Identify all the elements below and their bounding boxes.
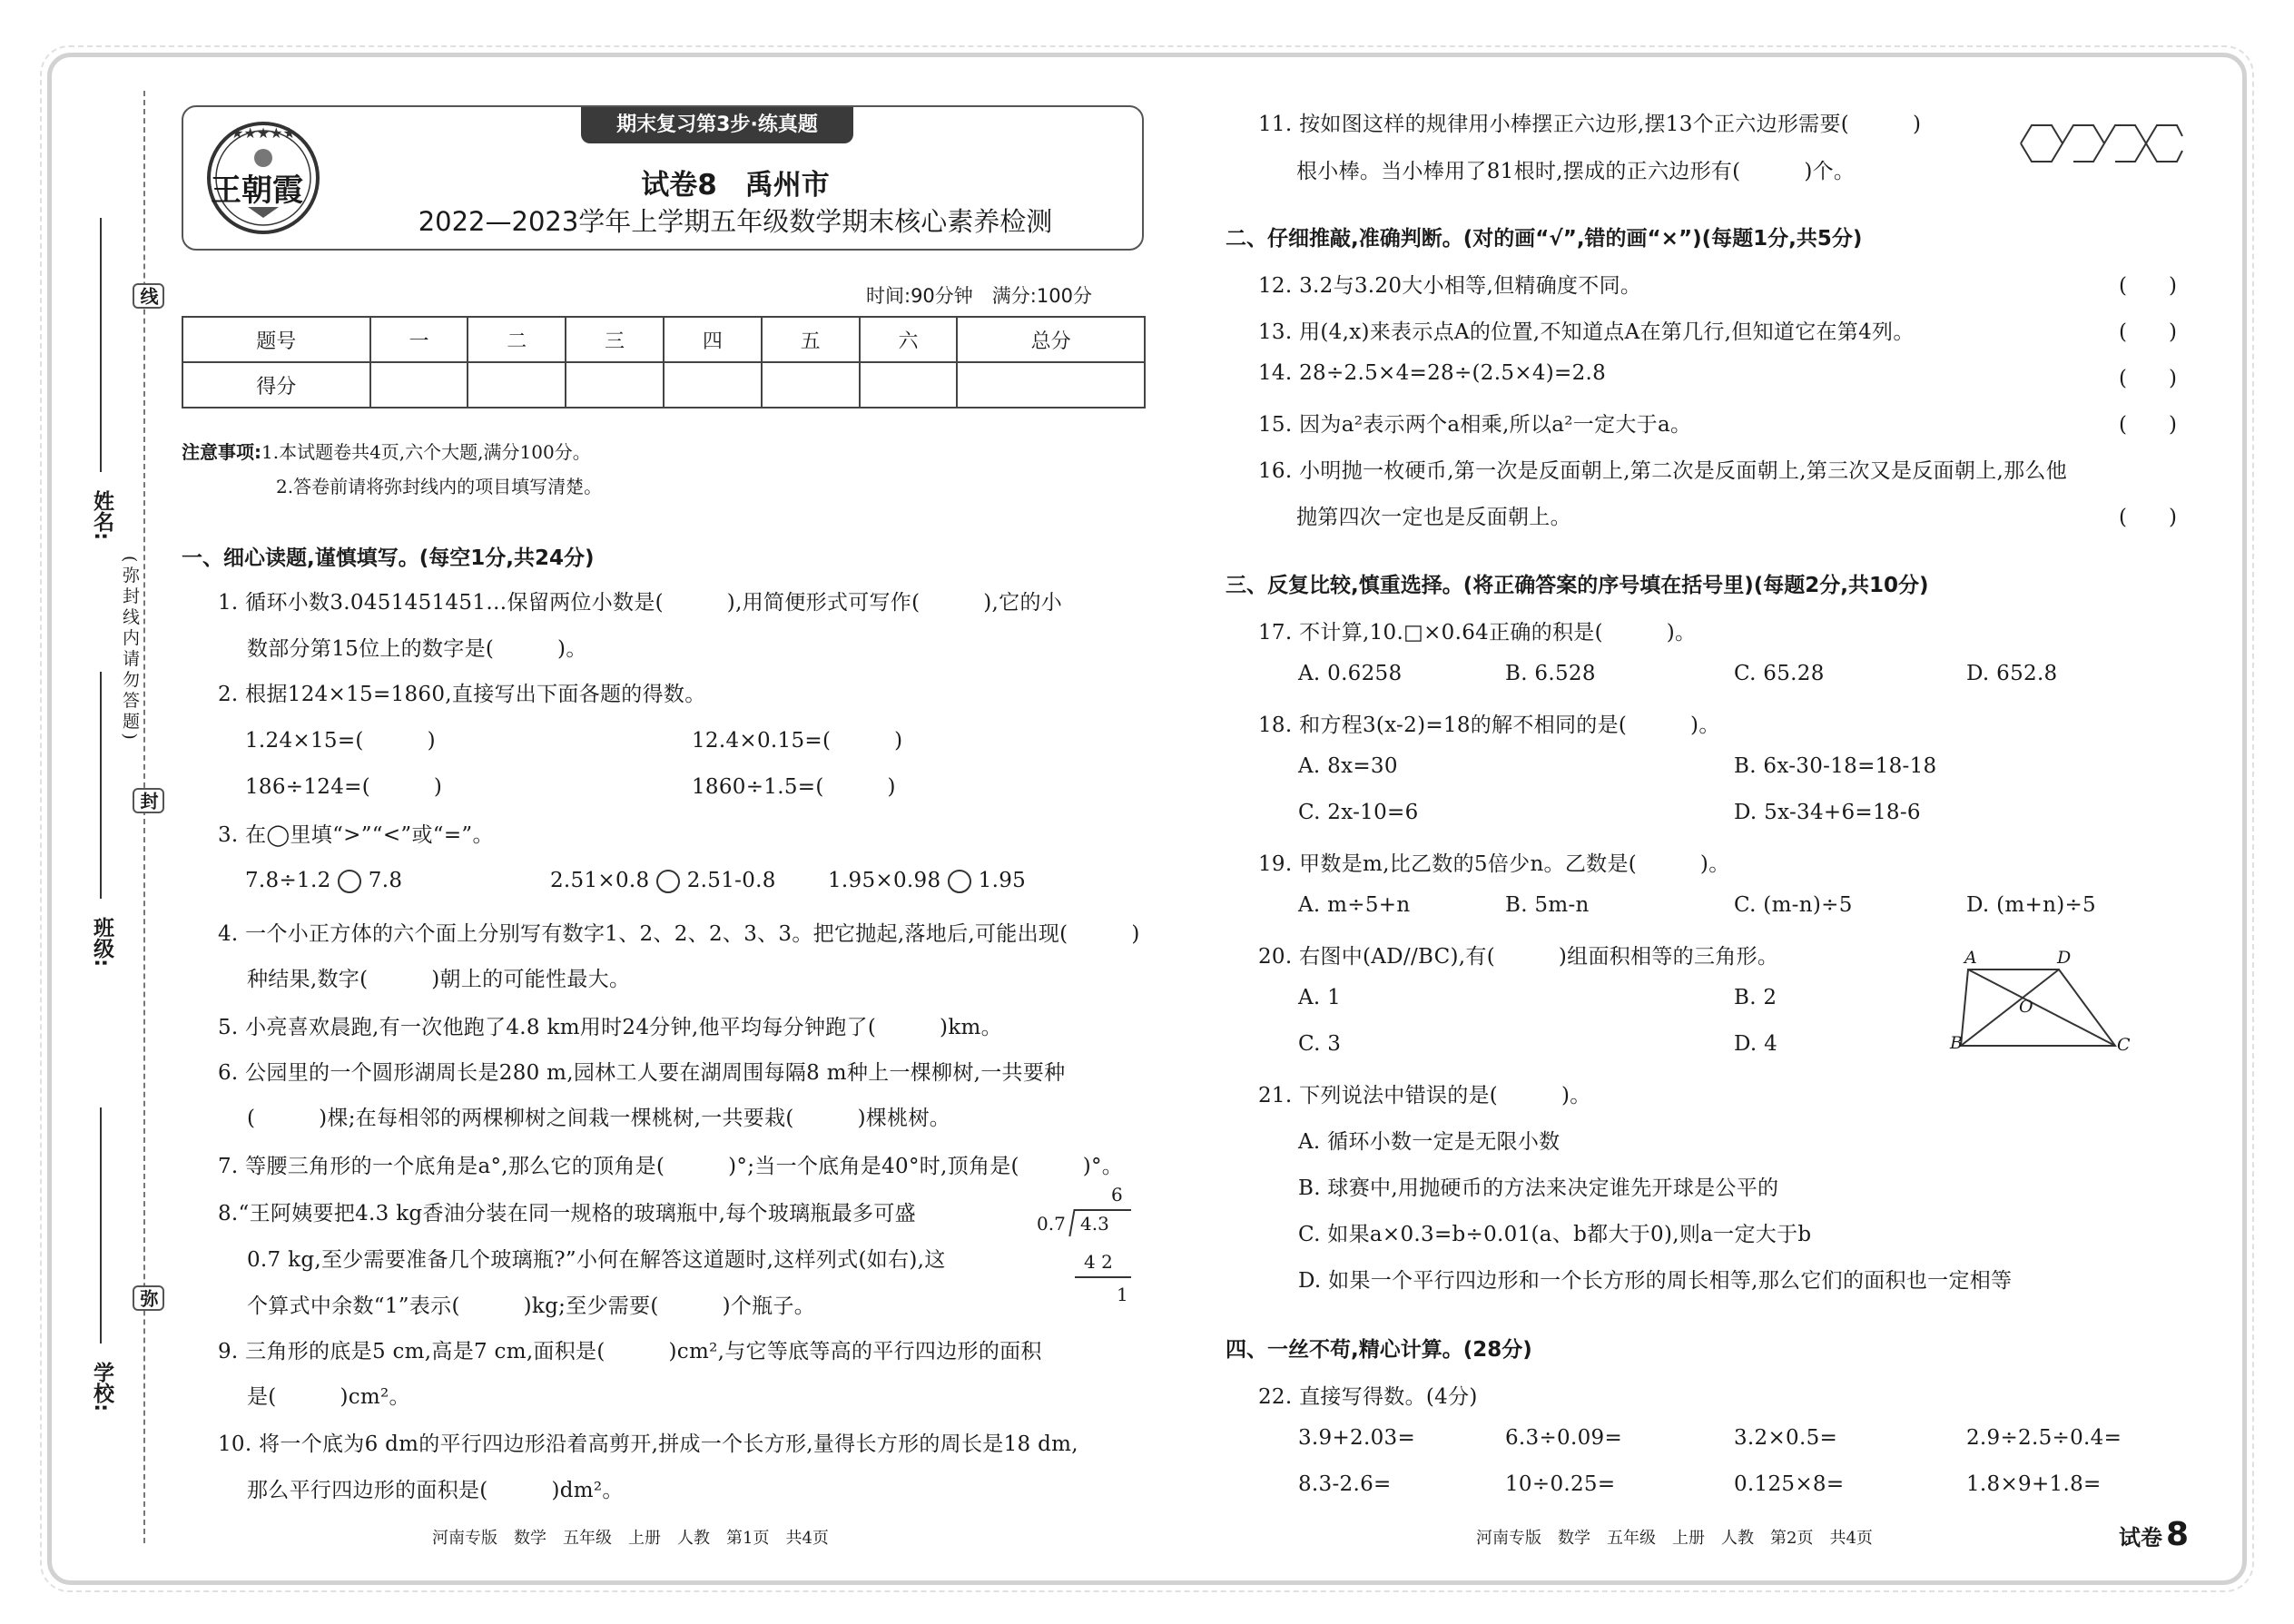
q16-line2: 抛第四次一定也是反面朝上。 (1296, 506, 1571, 529)
q3-stem: 3. 在◯里填“>”“<”或“=”。 (218, 823, 494, 847)
label-a: A (1964, 948, 1977, 968)
score-input[interactable] (664, 362, 762, 408)
q20-option[interactable]: A. 1 (1298, 986, 1342, 1009)
q10-line1: 10. 将一个底为6 dm的平行四边形沿着高剪开,拼成一个长方形,量得长方形的周长是18 dm, (218, 1432, 1078, 1456)
class-field[interactable] (100, 672, 102, 899)
name-label: 姓名: (90, 490, 113, 541)
score-cell: 一 (370, 317, 468, 362)
section-1-title: 一、细心读题,谨慎填写。(每空1分,共24分) (182, 546, 595, 570)
q20-option[interactable]: B. 2 (1734, 986, 1777, 1009)
q20: 20. 右图中(AD//BC),有( )组面积相等的三角形。 (1258, 945, 1779, 969)
q6-line1: 6. 公园里的一个圆形湖周长是280 m,园林工人要在湖周围每隔8 m种上一棵柳树,一共要种 (218, 1061, 1066, 1085)
school-label: 学校: (90, 1362, 113, 1412)
score-input-row (182, 362, 1145, 408)
trapezoid-figure (1943, 948, 2142, 1055)
div-divisor: 0.7 (1037, 1213, 1066, 1235)
q3b-left: 2.51×0.8 (550, 869, 650, 892)
q16-answer[interactable]: ( ) (2119, 506, 2177, 529)
q12-answer[interactable]: ( ) (2119, 274, 2177, 298)
notice-line2: 2.答卷前请将弥封线内的项目填写清楚。 (276, 476, 603, 497)
compare-circle[interactable] (338, 870, 361, 893)
calc-item: 8.3-2.6= (1298, 1472, 1392, 1496)
compare-circle[interactable] (656, 870, 680, 893)
q17-option[interactable]: D. 652.8 (1966, 662, 2058, 685)
logo-text: 王朝霞 (211, 172, 303, 209)
score-label: 得分 (182, 362, 370, 408)
score-input[interactable] (566, 362, 664, 408)
q21: 21. 下列说法中错误的是( )。 (1258, 1084, 1591, 1107)
section-2-title: 二、仔细推敲,准确判断。(对的画“√”,错的画“×”)(每题1分,共5分) (1226, 227, 1863, 251)
q2-d: 1860÷1.5=( ) (692, 775, 896, 799)
q20-option[interactable]: D. 4 (1734, 1032, 1778, 1056)
q8-line2: 0.7 kg,至少需要准备几个玻璃瓶?”小何在解答这道题时,这样列式(如右),这 (247, 1248, 946, 1272)
label-o: O (2019, 997, 2033, 1017)
binding-mark-mi: 弥 (133, 1285, 164, 1311)
compare-circle[interactable] (948, 870, 971, 893)
score-input[interactable] (468, 362, 566, 408)
q19-option[interactable]: D. (m+n)÷5 (1966, 893, 2096, 917)
q3a-left: 7.8÷1.2 (245, 869, 331, 892)
footer-right: 河南专版 数学 五年级 上册 人教 第2页 共4页 (1476, 1529, 1873, 1548)
q13: 13. 用(4,x)来表示点A的位置,不知道点A在第几行,但知道它在第4列。 (1258, 320, 1915, 344)
q15-answer[interactable]: ( ) (2119, 413, 2177, 437)
q3b-right: 2.51-0.8 (686, 869, 776, 892)
q21-option[interactable]: A. 循环小数一定是无限小数 (1298, 1130, 1561, 1154)
q1-line1: 1. 循环小数3.0451451451…保留两位小数是( ),用简便形式可写作( ),它的小 (218, 591, 1063, 615)
notice-line1: 1.本试题卷共4页,六个大题,满分100分。 (261, 441, 591, 463)
score-input[interactable] (957, 362, 1145, 408)
div-quotient: 6 (1111, 1184, 1123, 1206)
q15: 15. 因为a²表示两个a相乘,所以a²一定大于a。 (1258, 413, 1692, 437)
score-cell: 五 (762, 317, 860, 362)
q2-b: 12.4×0.15=( ) (692, 729, 903, 753)
binding-line (143, 91, 145, 1543)
calc-item: 3.9+2.03= (1298, 1426, 1416, 1450)
binding-mark-xian: 线 (133, 283, 164, 309)
q6-line2: ( )棵;在每相邻的两棵柳树之间栽一棵桃树,一共要栽( )棵桃树。 (247, 1107, 951, 1130)
div-remainder: 1 (1117, 1284, 1128, 1305)
hexagon-figure (2012, 116, 2184, 174)
long-division-figure (1033, 1182, 1142, 1318)
calc-item: 1.8×9+1.8= (1966, 1472, 2102, 1496)
q16-line1: 16. 小明抛一枚硬币,第一次是反面朝上,第二次是反面朝上,第三次又是反面朝上,那么他 (1258, 459, 2068, 483)
q3c-right: 1.95 (978, 869, 1027, 892)
paper-number: 8 (2166, 1516, 2190, 1553)
school-field[interactable] (100, 1107, 102, 1343)
q4-line2: 种结果,数字( )朝上的可能性最大。 (247, 968, 631, 991)
paper-label: 试卷 (2119, 1525, 2162, 1550)
q21-option[interactable]: B. 球赛中,用抛硬币的方法来决定谁先开球是公平的 (1298, 1176, 1779, 1200)
paper-number-badge (2119, 1516, 2189, 1553)
name-field[interactable] (100, 218, 102, 472)
q12: 12. 3.2与3.20大小相等,但精确度不同。 (1258, 274, 1642, 298)
score-input[interactable] (370, 362, 468, 408)
q9-line1: 9. 三角形的底是5 cm,高是7 cm,面积是( )cm²,与它等底等高的平行四边形的面积 (218, 1340, 1042, 1363)
q4-line1: 4. 一个小正方体的六个面上分别写有数字1、2、2、2、3、3。把它抛起,落地后,可能出现( ) (218, 922, 1140, 946)
q17-option[interactable]: A. 0.6258 (1298, 662, 1403, 685)
binding-note: (弥封线内请勿答题) (120, 556, 140, 743)
q8-line3: 个算式中余数“1”表示( )kg;至少需要( )个瓶子。 (247, 1294, 816, 1318)
calc-item: 10÷0.25= (1505, 1472, 1616, 1496)
q10-line2: 那么平行四边形的面积是( )dm²。 (247, 1479, 624, 1502)
q19-option[interactable]: C. (m-n)÷5 (1734, 893, 1853, 917)
q18-option[interactable]: C. 2x-10=6 (1298, 801, 1419, 824)
label-d: D (2057, 948, 2072, 968)
q17-option[interactable]: B. 6.528 (1505, 662, 1596, 685)
q18-option[interactable]: A. 8x=30 (1298, 754, 1398, 778)
score-cell: 题号 (182, 317, 370, 362)
q19-option[interactable]: A. m÷5+n (1298, 893, 1411, 917)
q1-line2: 数部分第15位上的数字是( )。 (247, 637, 587, 661)
paper-title: 试卷8 禹州市 (641, 169, 830, 202)
q5: 5. 小亮喜欢晨跑,有一次他跑了4.8 km用时24分钟,他平均每分钟跑了( )km。 (218, 1016, 1002, 1039)
q20-option[interactable]: C. 3 (1298, 1032, 1342, 1056)
div-product: 4 2 (1084, 1251, 1113, 1273)
q18-option[interactable]: D. 5x-34+6=18-6 (1734, 801, 1921, 824)
calc-item: 2.9÷2.5÷0.4= (1966, 1426, 2122, 1450)
score-table (182, 316, 1146, 408)
q9-line2: 是( )cm²。 (247, 1385, 410, 1409)
calc-item: 6.3÷0.09= (1505, 1426, 1623, 1450)
section-4-title: 四、一丝不苟,精心计算。(28分) (1226, 1338, 1532, 1362)
score-cell: 四 (664, 317, 762, 362)
notice-label: 注意事项: (182, 441, 261, 463)
q3a-right: 7.8 (368, 869, 403, 892)
q17-option[interactable]: C. 65.28 (1734, 662, 1825, 685)
div-dividend: 4.3 (1080, 1213, 1109, 1235)
score-cell: 六 (860, 317, 958, 362)
q2-c: 186÷124=( ) (245, 775, 443, 799)
q2-stem: 2. 根据124×15=1860,直接写出下面各题的得数。 (218, 683, 706, 706)
score-cell: 总分 (957, 317, 1145, 362)
q21-option[interactable]: D. 如果一个平行四边形和一个长方形的周长相等,那么它们的面积也一定相等 (1298, 1269, 2013, 1293)
q22: 22. 直接写得数。(4分) (1258, 1385, 1478, 1409)
q11-line1: 11. 按如图这样的规律用小棒摆正六边形,摆13个正六边形需要( ) (1258, 113, 1922, 136)
calc-item: 0.125×8= (1734, 1472, 1845, 1496)
q3c-left: 1.95×0.98 (828, 869, 941, 892)
score-input[interactable] (762, 362, 860, 408)
score-header-row (182, 317, 1145, 362)
q2-a: 1.24×15=( ) (245, 729, 436, 753)
q17: 17. 不计算,10.□×0.64正确的积是( )。 (1258, 621, 1697, 645)
label-b: B (1950, 1033, 1963, 1053)
q7: 7. 等腰三角形的一个底角是a°,那么它的顶角是( )°;当一个底角是40°时,顶角是( )°。 (218, 1155, 1124, 1178)
q21-option[interactable]: C. 如果a×0.3=b÷0.01(a、b都大于0),则a一定大于b (1298, 1223, 1812, 1246)
q14-answer[interactable]: ( ) (2119, 367, 2177, 390)
q8-line1: 8.“王阿姨要把4.3 kg香油分装在同一规格的玻璃瓶中,每个玻璃瓶最多可盛 (218, 1202, 916, 1225)
calc-item: 3.2×0.5= (1734, 1426, 1838, 1450)
score-cell: 三 (566, 317, 664, 362)
binding-mark-feng: 封 (133, 788, 164, 813)
svg-text:★★★★★: ★★★★★ (231, 124, 296, 142)
section-3-title: 三、反复比较,慎重选择。(将正确答案的序号填在括号里)(每题2分,共10分) (1226, 574, 1929, 597)
header-tab: 期末复习第3步·练真题 (581, 107, 853, 143)
exam-info: 时间:90分钟 满分:100分 (866, 285, 1092, 307)
class-label: 班级: (90, 917, 113, 968)
q18-option[interactable]: B. 6x-30-18=18-18 (1734, 754, 1937, 778)
q19: 19. 甲数是m,比乙数的5倍少n。乙数是( )。 (1258, 852, 1730, 876)
q18: 18. 和方程3(x-2)=18的解不相同的是( )。 (1258, 714, 1720, 737)
paper-subtitle: 2022—2023学年上学期五年级数学期末核心素养检测 (418, 206, 1053, 237)
q13-answer[interactable]: ( ) (2119, 320, 2177, 344)
q14: 14. 28÷2.5×4=28÷(2.5×4)=2.8 (1258, 361, 1607, 385)
score-cell: 二 (468, 317, 566, 362)
label-c: C (2117, 1035, 2131, 1055)
q19-option[interactable]: B. 5m-n (1505, 893, 1590, 917)
footer-left: 河南专版 数学 五年级 上册 人教 第1页 共4页 (432, 1529, 829, 1548)
q11-line2: 根小棒。当小棒用了81根时,摆成的正六边形有( )个。 (1296, 160, 1856, 183)
score-input[interactable] (860, 362, 958, 408)
